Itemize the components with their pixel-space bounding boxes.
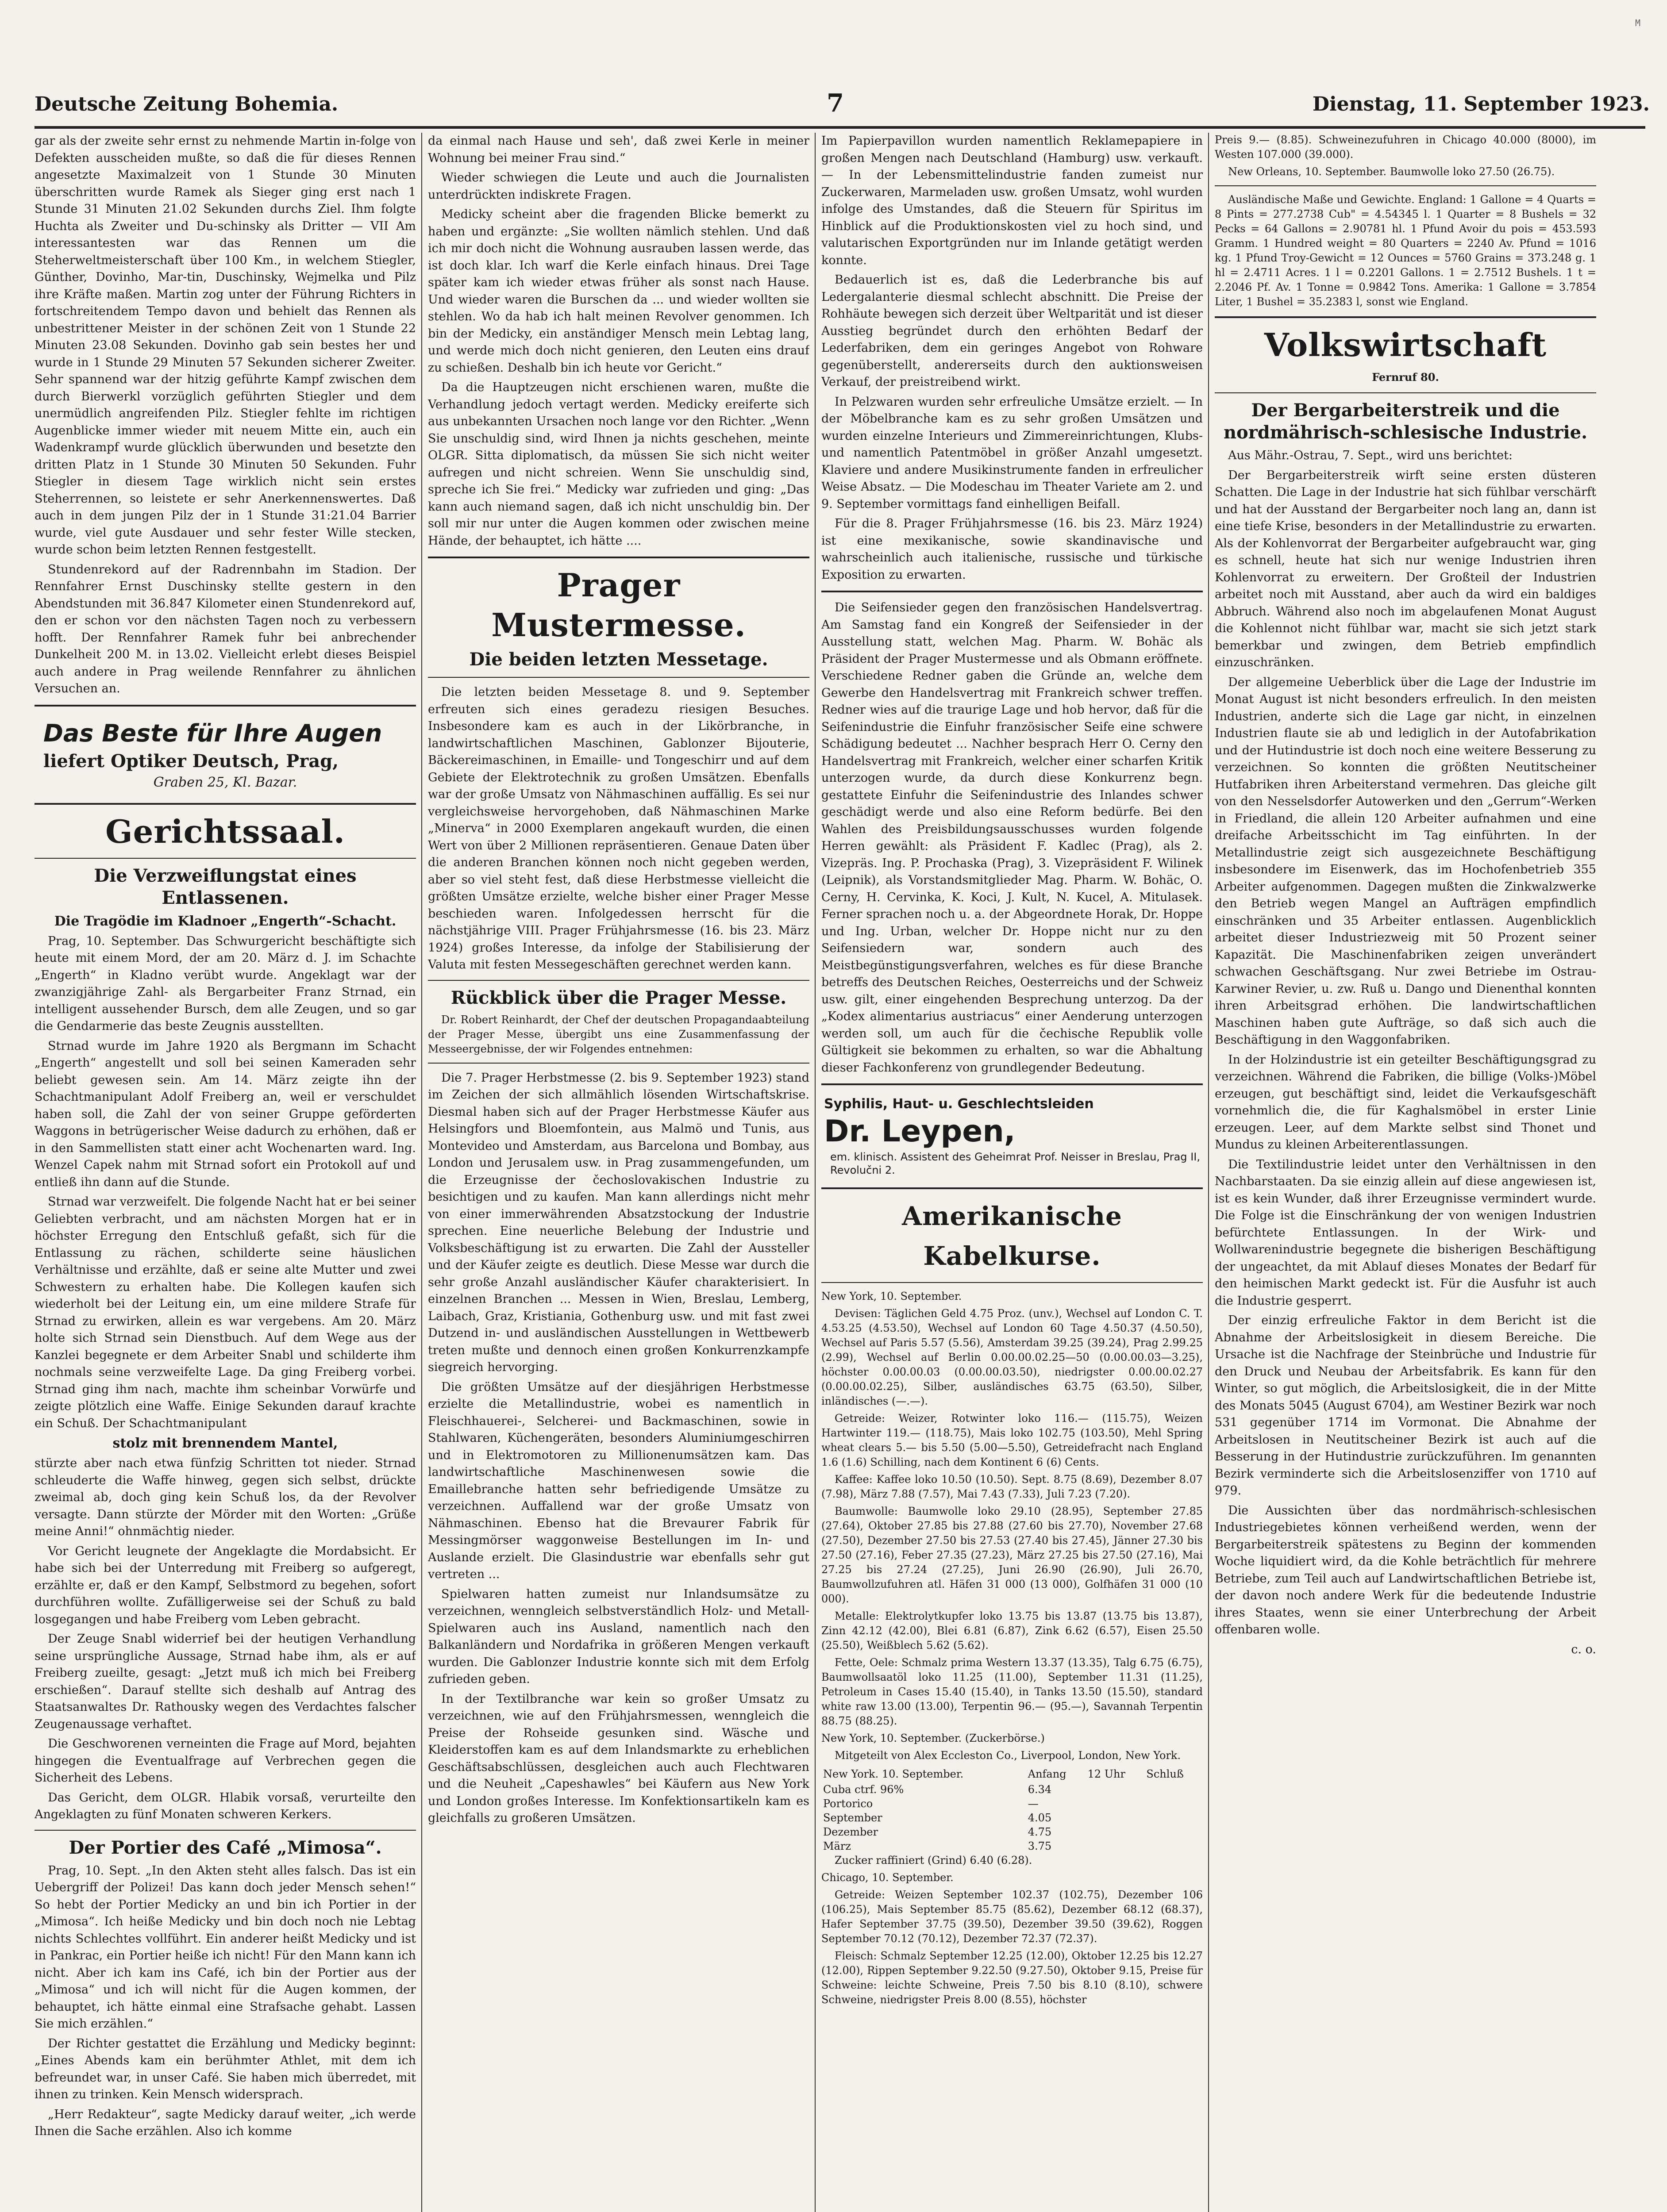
paragraph: Wieder schwiegen die Leute und auch die Journalisten unterdrückten indiskrete Fragen. (428, 171, 809, 202)
divider (821, 1282, 1203, 1283)
paragraph: Strnad war verzweifelt. Die folgende Nacht hat er bei seiner Geliebten verbracht, und am nächsten Morgen hat er in höchster Erregung den Entschluß gefaßt, sich für die Entlassung zu rächen, schilderte seine häuslichen Verhältnisse und erzählte, daß er seine alte Mutter und zwei Schwestern zu erhalten habe. Die Kollegen kaufen sich wiederholt bei der Leitung ein, um eine mildere Strafe für Strnad zu erwirken, allein es war vergebens. Am 20. März holte sich Strnad sein Dienstbuch. Auf dem Wege aus der Kanzlei begegnete er dem Arbeiter Snabl und schilderte ihm nochmals seine verzweifelte Lage. Da ging Freiberg vorbei. Strnad ging ihm nach, machte ihm scheinbar Vorwürfe und zeigte plötzlich eine Waffe. Einige Sekunden darauf krachte ein Schuß. Der Schachtmanipulant (35, 1195, 416, 1430)
divider (428, 677, 809, 678)
column-2 (428, 133, 809, 2212)
market-note: Zucker raffiniert (Grind) 6.40 (6.28). (835, 1854, 1032, 1866)
paragraph: Die Textilindustrie leidet unter den Verhältnissen in den Nachbarstaaten. Da sie einzig allein auf diese angewiesen ist, ist es kein Wunder, daß ihrer Erzeugnisse vermindert wurde. Die Folge ist die Einschränkung der von wenigen Industrien befürchtete Entlassungen. In der Wirk- und Wollwarenindustrie begegnete die bisherigen Beschäftigung der ungeachtet, da mit Ablauf dieses Monates der Bedarf für den heimischen Markt gedeckt ist. Für die Ausfuhr ist auch die Industrie gesperrt. (1215, 1157, 1596, 1308)
paragraph: „Herr Redakteur“, sagte Medicky darauf weiter, „ich werde Ihnen die Sache erzählen. Also ich komme (35, 2107, 416, 2138)
article-title: Der Bergarbeiterstreik und die nordmährisch-schlesische Industrie. (1223, 400, 1588, 443)
paragraph: Im Papierpavillon wurden namentlich Reklamepapiere in großen Mengen nach Deutschland (Hamburg) usw. verkauft. — In der Lebensmittelindustrie fanden zumeist nur Zuckerwaren, Marmeladen usw. großen Umsatz, wohl wurden infolge des Umstandes, daß die Steuern für Spiritus im Hinblick auf die Produktionskosten viel zu hoch sind, und valutarischen Exportgründen nur im Inlande getätigt werden konnte. (821, 134, 1203, 267)
divider (1215, 392, 1596, 393)
section-title: Amerikanische Kabelkurse. (902, 1201, 1122, 1271)
paragraph: New Orleans, 10. September. Baumwolle loko 27.50 (26.75). (1228, 165, 1555, 178)
ad-detail: em. klinisch. Assistent des Geheimrat Prof. Neisser in Breslau, Prag II, Revolučni 2. (830, 1150, 1200, 1176)
phone-number: Fernruf 80. (1372, 371, 1439, 384)
paragraph: Aus Mähr.-Ostrau, 7. Sept., wird uns berichtet: (1228, 449, 1513, 462)
column-3 (821, 133, 1203, 2212)
sugar-table (821, 1766, 1203, 1854)
table-cell: 6.34 (1028, 1783, 1052, 1796)
leypen-ad (821, 1092, 1203, 1180)
divider (35, 858, 416, 859)
paragraph: Die Geschworenen verneinten die Frage auf Mord, bejahten hingegen die Eventualfrage auf Verbrechen gegen die Sicherheit des Lebens. (35, 1737, 416, 1785)
table-cell (1086, 1811, 1145, 1825)
article-title: Die Verzweiflungstat eines Entlassenen. (94, 865, 357, 908)
section-title: Prager Mustermesse. (491, 566, 746, 644)
table-cell: September (823, 1812, 882, 1824)
table-cell: 4.75 (1028, 1826, 1052, 1838)
table-row (821, 1811, 1203, 1825)
signature: c. o. (1571, 1642, 1596, 1656)
column-1 (35, 133, 416, 2212)
table-cell: Dezember (823, 1826, 878, 1838)
table-cell: März (823, 1840, 851, 1852)
divider (35, 1830, 416, 1831)
table-cell (1144, 1825, 1203, 1839)
ad-line: liefert Optiker Deutsch, Prag, (43, 750, 339, 772)
optiker-ad (35, 714, 416, 796)
market-baumwolle: Baumwolle: Baumwolle loko 29.10 (28.95), September 27.85 (27.64), Oktober 27.85 bis 27.88 (27.60 bis 27.70), November 27.68 (27.50), Dezember 27.50 bis 27.53 (27.40 bis 27.45), Jänner 27.30 bis 27.50 (27.16), Feber 27.35 (27.23), März 27.25 bis 27.50 (27.16), Mai 27.25 bis 27.24 (27.25), Juni 26.90 (26.90), Juli 26.70, Baumwollzufuhren atl. Häfen 31 000 (13 000), Golfhäfen 31 000 (10 000). (821, 1505, 1203, 1605)
divider (428, 557, 809, 558)
paragraph: Die letzten beiden Messetage 8. und 9. September erfreuten sich eines geradezu riesigen Besuches. Insbesondere kam es auch in der Likörbranche, in landwirtschaftlichen Maschinen, Gablonzer Bijouterie, Bäckereimaschinen, in Emaille- und Tongeschirr und auf dem Gebiete der Elektrotechnik zu großen Umsätzen. Ebenfalls war der große Umsatz von Nähmaschinen auffällig. Es sei nur vergleichsweise hervorgehoben, daß Nähmaschinen Marke „Minerva“ in 2000 Exemplaren angekauft wurden, die einen Wert von über 2 Millionen repräsentieren. Genaue Daten über die anderen Branchen können noch nicht gegeben werden, aber so viel steht fest, daß diese Herbstmesse vielleicht die größten Umsätze erzielte, welche bisher einer Prager Messe beschieden waren. Infolgedessen herrscht für die nächstjährige VIII. Prager Frühjahrsmesse (16. bis 23. März 1924) großes Interesse, da infolge der Stabilisierung der Valuta mit festen Messegeschäften gerechnet werden kann. (428, 685, 809, 972)
paragraph: Strnad wurde im Jahre 1920 als Bergmann im Schacht „Engerth“ angestellt und soll bei seinen Kameraden sehr beliebt gewesen sein. Am 14. März zeigte ihn der Schachtmanipulant Adolf Freiberg an, weil er verschuldet haben soll, die Zahl der von seiner Gruppe geförderten Waggons in betrügerischer Weise dadurch zu erhöhen, daß er in den Sammellisten statt einer acht Wochenarten ward. Ing. Wenzel Capek nahm mit Strnad sofort ein Protokoll auf und entließ ihn dann auf die Stunde. (35, 1039, 416, 1189)
article-title: Die beiden letzten Messetage. (469, 649, 768, 670)
market-header: New York, 10. September. (Zuckerbörse.) (821, 1732, 1045, 1744)
market-fleisch: Fleisch: Schmalz September 12.25 (12.00), Oktober 12.25 bis 12.27 (12.00), Rippen September 9.22.50 (9.27.50), Oktober 9.15, Preise für Schweine: leichte Schweine, Preis 7.50 bis 8.10 (8.10), schwere Schweine, niedrigster Preis 8.00 (8.55), höchster (821, 1950, 1203, 2006)
market-note: Mitgeteilt von Alex Eccleston Co., Liverpool, London, New York. (835, 1749, 1181, 1762)
section-title: Volkswirtschaft (1264, 326, 1547, 364)
divider (821, 591, 1203, 592)
market-header: Chicago, 10. September. (821, 1871, 954, 1884)
paragraph: Der Richter gestattet die Erzählung und Medicky beginnt: „Eines Abends kam ein berühmter Athlet, mit dem ich befreundet war, in unser Café. Sie haben mich überredet, mit ihnen zu trinken. Kein Mensch widersprach. (35, 2036, 416, 2101)
masthead-date: Dienstag, 11. September 1923. (1312, 93, 1650, 115)
column-4 (1215, 133, 1596, 2212)
table-cell: 4.05 (1028, 1812, 1052, 1824)
paragraph: Der Bergarbeiterstreik wirft seine ersten düsteren Schatten. Die Lage in der Industrie hat sich fühlbar verschärft und hat der Ausstand der Bergarbeiter noch lang an, dann ist eine tiefe Krise, besonders in der Metallindustrie zu erwarten. Als der Kohlenvorrat der Bergarbeiter aufgebraucht war, ging es schnell, heute hat sich nur wenige Industrien ihren Kohlenvorrat zu erweitern. Der Großteil der Industrien arbeitet noch mit Ausstand, aber auch da wird ein baldiges Abbruch. Während also noch im abgelaufenen Monat August die Kohlennot nicht fühlbar war, macht sie sich jetzt stark bemerkbar und zwingen, dem Betrieb empfindlich einzuschränken. (1215, 468, 1596, 669)
table-cell (1086, 1839, 1145, 1853)
ad-headline: Das Beste für Ihre Augen (43, 719, 382, 747)
table-header: Schluß (1146, 1767, 1184, 1780)
market-metalle: Metalle: Elektrolytkupfer loko 13.75 bis 13.87 (13.75 bis 13.87), Zinn 42.12 (42.00), Blei 6.81 (6.87), Zink 6.62 (6.57), Eisen 25.50 (25.50), Weißblech 5.62 (5.62). (821, 1609, 1203, 1651)
paragraph: Für die 8. Prager Frühjahrsmesse (16. bis 23. März 1924) ist eine mexikanische, sowie skandinavische und wahrscheinlich auch italienische, russische und türkische Exposition zu erwarten. (821, 517, 1203, 582)
table-row (821, 1839, 1203, 1853)
paragraph: Da die Hauptzeugen nicht erschienen waren, mußte die Verhandlung jedoch vertagt werden. Medicky ereiferte sich aus unbekannten Ursachen noch lange vor den Richter. „Wenn Sie unschuldig sind, wird Ihnen ja nichts geschehen, meinte OLGR. Sitta diplomatisch, da müssen Sie sich nicht weiter aufregen und nicht schreien. Wenn Sie unschuldig sind, spreche ich Sie frei.“ Medicky war zufrieden und ging: „Das kann auch niemand sagen, daß ich nicht unschuldig bin. Der soll mir nur unter die Augen kommen oder zwischen meine Hände, der behauptet, ich hätte .... (428, 380, 809, 548)
market-fette: Fette, Oele: Schmalz prima Western 13.37 (13.35), Talg 6.75 (6.75), Baumwollsaatöl loko 11.25 (11.00), September 11.31 (11.25), Petroleum in Cases 15.40 (15.40), in Tanks 13.50 (15.50), standard white raw 13.00 (13.00), Terpentin 96.— (95.—), Savannah Terpentin 88.75 (88.25). (821, 1656, 1203, 1727)
paragraph: stürzte aber nach etwa fünfzig Schritten tot nieder. Strnad schleuderte die Waffe hinweg, gegen sich selbst, drückte zweimal ab, doch ging kein Schuß los, da der Revolver versagte. Dann stürzte der Mörder mit den Worten: „Grüße meine Anni!“ ohnmächtig nieder. (35, 1456, 416, 1538)
section-title: Gerichtssaal. (105, 812, 345, 850)
market-header: New York, 10. September. (821, 1290, 962, 1302)
paragraph: Medicky scheint aber die fragenden Blicke bemerkt zu haben und ergänzte: „Sie wollten nämlich stehlen. Und daß ich mir doch nicht die Wohnung ausrauben lassen werde, das ist doch klar. Ich warf die Kerle einfach hinaus. Drei Tage später kam ich wieder etwas früher als sonst nach Hause. Und wieder waren die Burschen da ... und wieder wollten sie stehlen. Wo da hab ich halt meinen Revolver genommen. Ich bin der Medicky, ein anständiger Mensch mein Lebtag lang, und werde mich doch nicht genieren, den Leuten eins drauf zu schießen. Deshalb bin ich heute vor Gericht.“ (428, 207, 809, 375)
table-cell: 3.75 (1028, 1840, 1052, 1852)
paragraph: Preis 9.— (8.85). Schweinezufuhren in Chicago 40.000 (8000), im Westen 107.000 (39.000). (1215, 134, 1596, 161)
divider (35, 803, 416, 805)
market-kaffee: Kaffee: Kaffee loko 10.50 (10.50). Sept. 8.75 (8.69), Dezember 8.07 (7.98), März 7.88 (7.57), Mai 7.43 (7.33), Juli 7.23 (7.20). (821, 1473, 1203, 1500)
paragraph: Der allgemeine Ueberblick über die Lage der Industrie im Monat August ist nicht besonders erfreulich. In den meisten Industrien, anderte sich die Lage gar nicht, in einzelnen Industrien flaute sie ab und lediglich in der Autofabrikation und der Hutindustrie ist doch noch eine weitere Besserung zu verzeichnen. So konnten die größten Neutitscheiner Hutfabriken ihren Arbeiterstand vermehren. Das gleiche gilt von den Nesselsdorfer Autowerken und den „Gerrum“-Werken in Friedland, die allein 120 Arbeiter aufnahmen und eine dreifache Arbeitsschicht im Tag einführten. In der Metallindustrie zeigt sich ausgezeichnete Beschäftigung insbesondere im Eisenwerk, das im Hochofenbetrieb 355 Arbeiter aufgenommen. Dagegen mußten die Zinkwalzwerke den Betrieb wegen Mangel an Aufträgen empfindlich einschränken und 35 Arbeiter entlassen. Augenblicklich arbeitet dieser Industriezweig mit 50 Prozent seiner Kapazität. Die Maschinenfabriken zeigen unverändert schwachen Geschäftsgang. Nur zwei Betriebe im Ostrau-Karwiner Revier, u. zw. Ruß u. Dango und Dienenthal konnten ihren Arbeitsgrad erhöhen. Die landwirtschaftlichen Maschinen haben gute Aufträge, so daß sich auch die Beschäftigung in den Waggonfabriken. (1215, 675, 1596, 1047)
table-header: New York. 10. September. (823, 1767, 964, 1780)
inline-subhead: stolz mit brennendem Mantel, (112, 1436, 338, 1451)
article-title: Rückblick über die Prager Messe. (450, 987, 787, 1008)
page-number: 7 (827, 88, 844, 118)
ad-address: Graben 25, Kl. Bazar. (153, 774, 297, 790)
table-cell (1144, 1811, 1203, 1825)
table-row (821, 1782, 1203, 1797)
divider (821, 1083, 1203, 1085)
paragraph: Vor Gericht leugnete der Angeklagte die Mordabsicht. Er habe sich bei der Unterredung mit Freiberg so aufgeregt, erzählte er, daß er den Kampf, Selbstmord zu begehen, sofort durchführen wollte. Zufälligerweise sei der Schuß zu bald losgegangen und habe Freiberg vom Leben gebracht. (35, 1544, 416, 1626)
paragraph: In der Holzindustrie ist ein geteilter Beschäftigungsgrad zu verzeichnen. Während die Fabriken, die billige (Volks-)Möbel erzeugen, gut beschäftigt sind, leidet die Verkaufsgeschäft vornehmlich die, die für Kaghalsmöbel in erster Linie erzeugen. Leer, auf dem Markte selbst sind Thonet und Mundus zu kleinen Arbeiterentlassungen. (1215, 1052, 1596, 1152)
divider (428, 1063, 809, 1064)
paragraph: Die Seifensieder gegen den französischen Handelsvertrag. Am Samstag fand ein Kongreß der Seifensieder in der Ausstellung statt, welchen Mag. Pharm. W. Bohäc als Präsident der Prager Mustermesse und als Obmann eröffnete. Verschiedene Redner gaben die Gründe an, welche dem Gewerbe den Handelsvertrag mit Frankreich schwer treffen. Redner wies auf die traurige Lage und hob hervor, daß für die Seifenindustrie die Einfuhr französischer Seife eine schwere Schädigung bedeutet ... Nachher besprach Herr O. Cerny den Handelsvertrag mit Frankreich, welcher einer scharfen Kritik unterzogen wurde, da durch diese Konkurrenz begn. gestattete Einfuhr die Seifenindustrie des Inlandes schwer geschädigt werde und also eine Reform bedürfe. Bei den Wahlen des Preisbildungsausschusses wurden folgende Herren gewählt: als Präsident F. Kadlec (Prag), als 2. Vizepräs. Ing. P. Prochaska (Prag), 3. Vizepräsident F. Wilinek (Leipnik), als Vorstandsmitglieder Mag. Pharm. W. Bohäc, O. Cerny, H. Cervinka, K. Koci, J. Kult, N. Kucel, A. Mitulasek. Ferner sprachen noch u. a. der Abgeordnete Horak, Dr. Hoppe und Ing. Urban, welcher Dr. Hoppe nicht nur zu den Seifensiedern war, sondern auch des Meistbegünstigungsverfahren, welches es für diese Branche betreffs des Deutschen Reiches, Oesterreichs und der Schweiz usw. gilt, einer eingehenden Besprechung unterzog. Da der „Kodex alimentarius austriacus“ einer Aenderung unterzogen werden soll, um auch für die čechische Republik volle Gültigkeit sie bekommen zu erhalten, so war die Abhaltung dieser Fachkonferenz von grundlegender Bedeutung. (821, 601, 1203, 1075)
article-intro: Dr. Robert Reinhardt, der Chef der deutschen Propagandaabteilung der Prager Messe, übergibt uns eine Zusammenfassung der Messeergebnisse, der wir Folgendes entnehmen: (428, 1013, 809, 1055)
paragraph: Die Aussichten über das nordmährisch-schlesischen Industriegebietes können verheißend werden, wenn der Bergarbeiterstreik spätestens zu Beginn der kommenden Woche liquidiert wird, da die Kohle beträchtlich für mehrere Betriebe, zum Teil auch auf Landwirtschaftlichen Betriebe ist, der davon noch andere Werk für die bedeutende Industrie ihres Staates, wenn sie einer Unterbrechung der Arbeit offenbaren wolle. (1215, 1503, 1596, 1636)
market-chicago: Getreide: Weizen September 102.37 (102.75), Dezember 106 (106.25), Mais September 85.75 (85.62), Dezember 68.12 (68.37), Hafer September 37.75 (39.50), Dezember 39.50 (39.62), Roggen September 70.12 (70.12), Dezember 72.37 (72.37). (821, 1889, 1203, 1945)
paragraph: Das Gericht, dem OLGR. Hlabik vorsaß, verurteilte den Angeklagten zu fünf Monaten schweren Kerkers. (35, 1790, 416, 1821)
table-cell (1144, 1797, 1203, 1811)
table-header: 12 Uhr (1087, 1767, 1125, 1780)
paragraph: In Pelzwaren wurden sehr erfreuliche Umsätze erzielt. — In der Möbelbranche kam es zu sehr großen Umsätzen und wurden einzelne Interieurs und Zimmereinrichtungen, Klubs- und namentlich Patentmöbel in größer Anzahl umgesetzt. Klaviere und andere Musikinstrumente fanden in erfreulicher Weise Absatz. — Die Modeschau im Theater Variete am 2. und 9. September vormittags fand einhelligen Beifall. (821, 395, 1203, 511)
table-cell (1086, 1782, 1145, 1797)
table-cell (1144, 1839, 1203, 1853)
table-cell (1086, 1797, 1145, 1811)
table-cell (1086, 1825, 1145, 1839)
divider (35, 705, 416, 707)
column-rule (815, 133, 816, 2212)
folio-mark: M (1635, 18, 1640, 28)
paragraph: Die 7. Prager Herbstmesse (2. bis 9. September 1923) stand im Zeichen der sich allmählich lösenden Wirtschaftskrise. Diesmal haben sich auf der Prager Herbstmesse Käufer aus Helsingfors und Bloemfontein, aus Malmö und Tunis, aus Montevideo und Amsterdam, aus Barcelona und Bombay, aus London und Jerusalem usw. in Prag zusammengefunden, um die Erzeugnisse der čechoslovakischen Industrie zu besichtigen und zu kaufen. Man kann allerdings nicht mehr von einer immerwährenden Absatzstockung der Industrie sprechen. Eine neuerliche Belebung der Industrie und Volksbeschäftigung ist zu erwarten. Die Zahl der Aussteller und der Käufer zeigte es deutlich. Diese Messe war durch die sehr große Anzahl ausländischer Käufer charakterisiert. In einzelnen Branchen ... Messen in Wien, Breslau, Lemberg, Laibach, Graz, Kristiania, Gothenburg usw. und mit fast zwei Dutzend in- und ausländischen Ausstellungen in Wettbewerb treten mußte und dennoch einen großen Konkurrenzkampfe siegreich hervorging. (428, 1071, 809, 1374)
paragraph: Prag, 10. September. Das Schwurgericht beschäftigte sich heute mit einem Mord, der am 20. März d. J. im Schachte „Engerth“ in Kladno verübt wurde. Angeklagt war der zwanzigjährige Zahl- als Bergarbeiter Franz Strnad, ein intelligent aussehender Bursch, dem alle Zeugen, und so gar die Gendarmerie das beste Zeugnis ausstellten. (35, 934, 416, 1033)
table-cell: Cuba ctrf. 96% (823, 1783, 904, 1796)
table-cell: Portorico (823, 1797, 873, 1810)
market-devisen: Devisen: Täglichen Geld 4.75 Proz. (unv.), Wechsel auf London C. T. 4.53.25 (4.53.50), Wechsel auf London 60 Tage 4.50.37 (4.50.50), Wechsel auf Paris 5.57 (5.56), Amsterdam 39.25 (39.24), Prag 2.99.25 (2.99), Wechsel auf Berlin 0.00.00.02.25—50 (0.00.00.03—3.25), höchster 0.00.00.03 (0.00.00.03.50), niedrigster 0.00.00.02.27 (0.00.00.02.25), Silber, ausländisches 63.75 (63.50), Silber, inländisches (—.—). (821, 1307, 1203, 1407)
table-row (821, 1797, 1203, 1811)
article-subtitle: Die Tragödie im Kladnoer „Engerth“-Schacht. (54, 913, 397, 929)
paragraph: Spielwaren hatten zumeist nur Inlandsumsätze zu verzeichnen, wenngleich selbstverständlich Holz- und Metall-Spielwaren auch ins Ausland, namentlich nach den Balkanländern und Nordafrika in größeren Mengen verkauft wurden. Die Gablonzer Industrie konnte sich mit dem Erfolg zufrieden geben. (428, 1587, 809, 1686)
column-rule (421, 133, 422, 2212)
divider (428, 980, 809, 981)
paragraph: In der Textilbranche war kein so großer Umsatz zu verzeichnen, wie auf den Frühjahrsmessen, wenngleich die Preise der Rohseide gesunken sind. Wäsche und Kleiderstoffen kam es auf dem Inlandsmarkte zu erheblichen Geschäftsabschlüssen, desgleichen auch auch Flechtwaren und die Neuheit „Capeshawles“ bei Käufern aus New York und London großes Interesse. Im Konfektionsartikeln kam es gleichfalls zu großeren Umsätzen. (428, 1692, 809, 1825)
ad-name: Dr. Leypen, (824, 1114, 1016, 1149)
table-cell: — (1028, 1797, 1039, 1810)
table-cell (1144, 1782, 1203, 1797)
paragraph: Der einzig erfreuliche Faktor in dem Bericht ist die Abnahme der Arbeitslosigkeit in diesem Bereiche. Die Ursache ist die Nachfrage der Steinbrüche und Industrie für den Druck und Neubau der Arbeitsfabrik. Es kann für den Winter, so gut möglich, die Arbeitslosigkeit, die in der Mitte des Monats 5045 (August 6704), am Westiner Bezirk war noch 531 gegenüber 1714 im Vormonat. Die Abnahme der Arbeitslosen in Neutitscheiner Bezirk ist auch auf die Besserung in der Hutindustrie zurückzuführen. Im genannten Bezirk verminderte sich die Arbeitslosenziffer von 1710 auf 979. (1215, 1313, 1596, 1498)
divider (1215, 185, 1596, 186)
masthead-rule (35, 126, 1645, 129)
article-title: Der Portier des Café „Mimosa“. (69, 1837, 382, 1858)
masthead (35, 88, 1650, 119)
paragraph: Stundenrekord auf der Radrennbahn im Stadion. Der Rennfahrer Ernst Duschinsky stellte gestern in den Abendstunden mit 36.847 Kilometer einen Stundenrekord auf, den er schon vor den nächsten Tagen noch zu verbessern hofft. Der Rennfahrer Ramek fuhr bei anbrechender Dunkelheit 200 M. in 13.02. Vielleicht erlebt dieses Beispiel auch andere in Prag weilende Rennfahrer zu ähnlichen Versuchen an. (35, 562, 416, 695)
column-rule (1208, 133, 1209, 2212)
measures-note: Ausländische Maße und Gewichte. England: 1 Gallone = 4 Quarts = 8 Pints = 277.2738 Cub" = 4.54345 l. 1 Quarter = 8 Bushels = 32 Pecks = 64 Gallons = 2.90781 hl. 1 Pfund Avoir du pois = 453.593 Gramm. 1 Hundred weight = 80 Quarters = 2240 Av. Pfund = 1016 kg. 1 Pfund Troy-Gewicht = 12 Ounces = 5760 Grains = 373.248 g. 1 hl = 2.4711 Acres. 1 l = 0.2201 Gallons. 1 = 2.7512 Bushels. 1 t = 2.2046 Pf. Av. 1 Tonne = 0.9842 Tons. Amerika: 1 Gallone = 3.7854 Liter, 1 Bushel = 35.2383 l, sonst wie England. (1215, 193, 1596, 308)
paragraph: Prag, 10. Sept. „In den Akten steht alles falsch. Das ist ein Uebergriff der Polizei! Das kann doch jeder Mensch sehen!“ So hebt der Portier Medicky an und bin ich Portier in der „Mimosa“. Ich heiße Medicky und bin doch noch nie Lebtag nichts Schlechtes vollführt. Ein anderer heißt Medicky und ist in Pankrac, ein Portier heiße ich nicht! Für den Mann kann ich nicht. Aber ich kam ins Café, ich bin der Portier aus der „Mimosa“ und ich will nicht für die Augen kommen, der behauptet, ich hätte einmal eine Strafsache gehabt. Lassen Sie mich erzählen.“ (35, 1863, 416, 2031)
paragraph: da einmal nach Hause und seh', daß zwei Kerle in meiner Wohnung bei meiner Frau sind.“ (428, 134, 809, 165)
ad-headline: Syphilis, Haut- u. Geschlechtsleiden (824, 1096, 1094, 1112)
table-header: Anfang (1028, 1767, 1066, 1780)
market-getreide: Getreide: Weizer, Rotwinter loko 116.— (115.75), Weizen Hartwinter 119.— (118.75), Mais loko 102.75 (103.50), Mehl Spring wheat clears 5.— bis 5.50 (5.00—5.50), Getreidefracht nach England 1.6 (1.6) Schilling, nach dem Kontinent 6 (6) Cents. (821, 1412, 1203, 1468)
table-row (821, 1825, 1203, 1839)
paragraph: Die größten Umsätze auf der diesjährigen Herbstmesse erzielte die Metallindustrie, wobei es namentlich in Fleischhauerei-, Selcherei- und Backmaschinen, sowie in Stahlwaren, Küchengeräten, besonders Aluminiumgeschirren und in Elektromotoren zu Millionenumsätzen kam. Das landwirtschaftliche Maschinenwesen sowie die Emaillebranche hatten sehr befriedigende Umsätze zu verzeichnen. Auffallend war der große Umsatz von Nähmaschinen. Ebenso hat die Brevaurer Fabrik für Messingmörser waggonweise Bestellungen im In- und Auslande erzielt. Die Glasindustrie war ebenfalls sehr gut vertreten ... (428, 1380, 809, 1581)
divider (821, 1187, 1203, 1189)
paragraph: gar als der zweite sehr ernst zu nehmende Martin in-folge von Defekten ausscheiden mußte, so daß die für dieses Rennen angesetzte Maximalzeit von 1 Stunde 30 Minuten überschritten wurde Ramek als Sieger ging erst nach 1 Stunde 31 Minuten 21.02 Sekunden durchs Ziel. Ihm folgte Huchta als Zweiter und Du-schinsky als Dritter — VII Am interessantesten war das Rennen um die Steherweltmeisterschaft über 100 Km., in welchem Stiegler, Günther, Dovinho, Mar-tin, Duschinsky, Wejmelka und Pilz ihre Kräfte maßen. Martin zog unter der Führung Richters in fortschreitendem Tempo davon und behielt das Rennen als unbestrittener Meister in der schönen Zeit von 1 Stunde 22 Minuten 23.08 Sekunden. Dovinho gab sein bestes her und wurde in 1 Stunde 29 Minuten 57 Sekunden sicherer Zweiter. Sehr spannend war der hitzig geführte Kampf zwischen dem durch Bierwerkl vorzüglich geführten Stiegler und dem unermüdlich angreifenden Pilz. Stiegler fehlte im richtigen Augenblicke immer wieder mit neuem Mitte ein, auch ein Wadenkrampf wurde glücklich überwunden und besetzte den dritten Platz in 1 Stunde 30 Minuten 50 Sekunden. Fuhr Stiegler in diesem Tage wirklich nicht sein erstes Steherrennen, so leistete er sehr Anerkennenswertes. Daß auch in dem jungen Pilz der in 1 Stunde 31:21.04 Barrier wurde, viel gute Ausdauer und sehr fester Wille stecken, wurde schon beim letzten Rennen festgestellt. (35, 134, 416, 557)
paragraph: Bedauerlich ist es, daß die Lederbranche bis auf Ledergalanterie diesmal schlecht abschnitt. Die Preise der Rohhäute bewegen sich derzeit über Weltparität und ist dieser Ausstieg begründet durch den erhöhten Bedarf der Lederfabriken, dem ein geringes Angebot von Rohware gegenüberstellt, andererseits durch den auktionsweisen Verkauf, der preistreibend wirkt. (821, 273, 1203, 389)
table-header-row (821, 1766, 1203, 1783)
paragraph: Der Zeuge Snabl widerrief bei der heutigen Verhandlung seine ursprüngliche Aussage, Strnad habe ihm, als er auf Freiberg zueilte, gesagt: „Jetzt muß ich mich bei Freiberg erschießen“. Darauf stellte sich deshalb auf Antrag des Staatsanwaltes Dr. Rathousky wegen des Verdachtes falscher Zeugenaussage verhaftet. (35, 1632, 416, 1731)
masthead-title: Deutsche Zeitung Bohemia. (35, 93, 339, 115)
divider (1215, 316, 1596, 318)
